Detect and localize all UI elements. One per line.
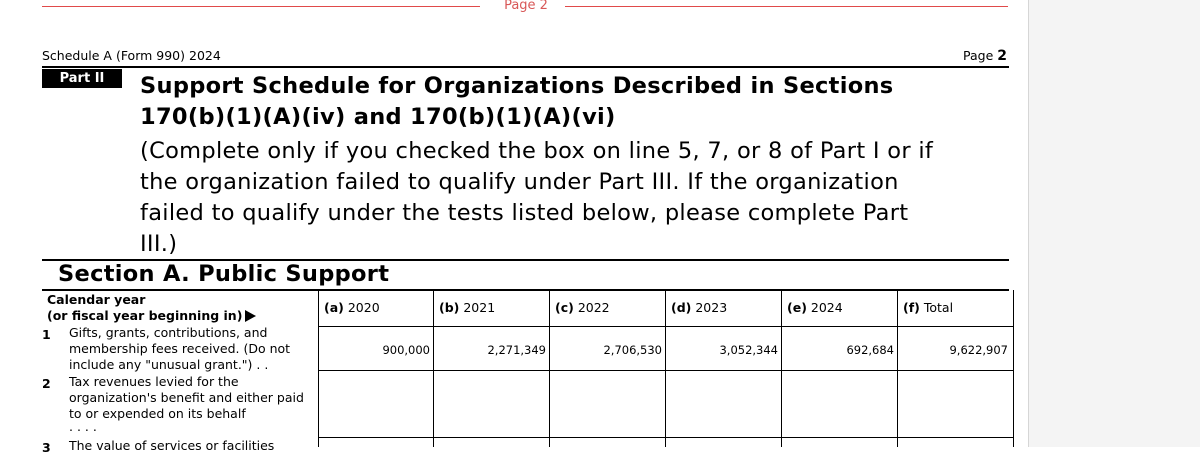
table-vline-right [1013,290,1014,447]
line-1-number: 1 [42,327,51,342]
right-arrow-icon [245,310,256,322]
header-rule [42,66,1009,68]
column-header-b: (b) 2021 [439,300,496,315]
line-2-text-4: . . . . [69,419,97,434]
line-3-description [69,438,314,454]
part-instructions-line1: (Complete only if you checked the box on line 5, 7, or 8 of Part I or if [140,138,934,164]
table-vline-b [433,290,434,447]
schedule-title: Schedule A (Form 990) 2024 [42,48,221,63]
table-vline-c [549,290,550,447]
part-title [140,71,1020,133]
line-1-description [69,325,314,373]
part-title-line1: Support Schedule for Organizations Described in Sections [140,73,894,99]
table-vline-a [318,290,319,447]
line-2-text-2: organization's benefit and either paid [69,390,304,405]
line-2-description [69,374,314,432]
part-instructions-line2: the organization failed to qualify under Part III. If the organization [140,169,899,195]
line-3-text-1: The value of services or facilities [69,438,275,453]
calendar-year-label [47,292,256,324]
part-instructions [140,136,1020,260]
line-1-text-2: membership fees received. (Do not [69,341,291,356]
page-separator-label: Page 2 [504,0,548,13]
table-vline-f [897,290,898,447]
part-instructions-line3: failed to qualify under the tests listed below, please complete Part [140,200,909,226]
table-vline-e [781,290,782,447]
table-row1-rule [318,370,1013,371]
table-row2-rule [318,437,1013,438]
column-header-c: (c) 2022 [555,300,610,315]
column-header-d: (d) 2023 [671,300,728,315]
table-header-rule [318,326,1013,327]
line-2-number: 2 [42,376,51,391]
line-2-text-1: Tax revenues levied for the [69,374,239,389]
page-separator-line-right [565,6,1008,7]
table-vline-d [665,290,666,447]
line-1-value-d[interactable]: 3,052,344 [719,343,778,357]
part-title-line2: 170(b)(1)(A)(iv) and 170(b)(1)(A)(vi) [140,104,616,130]
calendar-year-label-line2: (or fiscal year beginning in) [47,308,256,324]
line-2-text-3: to or expended on its behalf [69,406,246,421]
column-header-a: (a) 2020 [324,300,380,315]
calendar-year-label-line1: Calendar year [47,292,146,307]
line-1-value-a[interactable]: 900,000 [382,343,430,357]
line-1-value-e[interactable]: 692,684 [846,343,894,357]
page-number-value: 2 [997,48,1007,64]
page-separator-line-left [42,6,480,7]
line-3-number: 3 [42,440,51,455]
part-badge: Part II [42,69,122,88]
scrollbar-track[interactable] [1028,0,1200,447]
line-1-text-1: Gifts, grants, contributions, and [69,325,268,340]
part-instructions-line4: III.) [140,231,178,257]
line-1-value-b[interactable]: 2,271,349 [487,343,546,357]
page-number [963,48,1007,64]
table-top-rule [42,289,1009,291]
column-header-e: (e) 2024 [787,300,843,315]
column-header-f: (f) Total [903,300,954,315]
line-1-value-c[interactable]: 2,706,530 [603,343,662,357]
line-1-text-3: include any "unusual grant.") . . [69,357,269,372]
page-number-prefix: Page [963,48,994,63]
section-title: Section A. Public Support [58,261,390,287]
line-1-value-f[interactable]: 9,622,907 [949,343,1008,357]
